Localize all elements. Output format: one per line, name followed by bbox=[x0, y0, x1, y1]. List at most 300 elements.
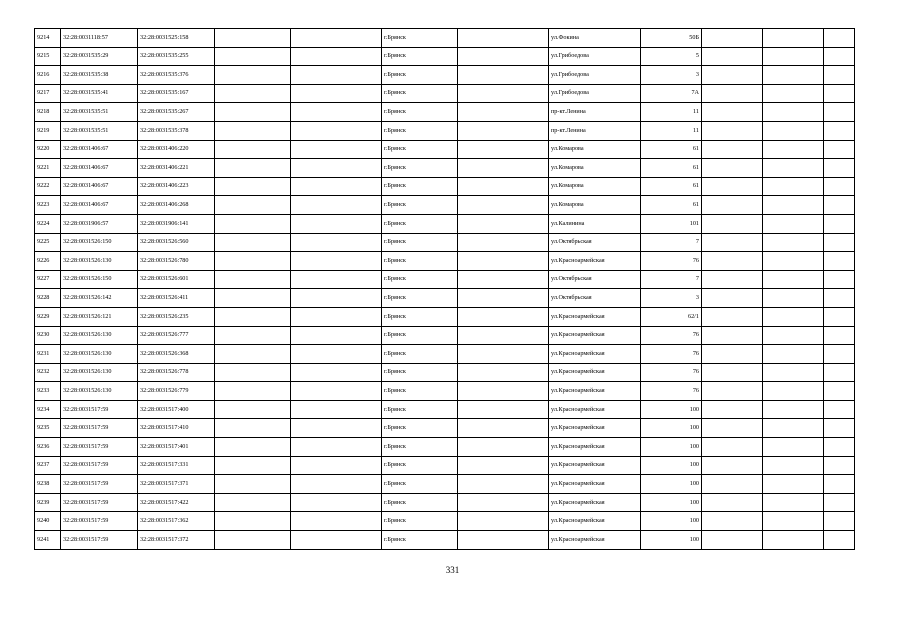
empty-cell bbox=[458, 252, 549, 271]
table-row bbox=[35, 419, 855, 438]
street-cell: ул.Красноармейская bbox=[549, 438, 641, 457]
empty-cell bbox=[215, 233, 291, 252]
empty-cell bbox=[824, 382, 855, 401]
object-cadastral-number-cell: 32:28:0031526:779 bbox=[138, 382, 215, 401]
empty-cell bbox=[215, 456, 291, 475]
city-cell: г.Брянск bbox=[382, 252, 458, 271]
land-cadastral-number-cell: 32:28:0031535:51 bbox=[61, 121, 138, 140]
object-cadastral-number-cell: 32:28:0031535:267 bbox=[138, 103, 215, 122]
house-number-cell: 62/1 bbox=[641, 307, 702, 326]
house-number-cell: 11 bbox=[641, 121, 702, 140]
empty-cell bbox=[458, 84, 549, 103]
object-cadastral-number-cell: 32:28:0031517:331 bbox=[138, 456, 215, 475]
empty-cell bbox=[458, 326, 549, 345]
house-number-cell: 61 bbox=[641, 196, 702, 215]
empty-cell bbox=[458, 456, 549, 475]
row-number-cell: 9238 bbox=[35, 475, 61, 494]
row-number-cell: 9235 bbox=[35, 419, 61, 438]
street-cell: пр-кт.Ленина bbox=[549, 121, 641, 140]
house-number-cell: 100 bbox=[641, 512, 702, 531]
empty-cell bbox=[458, 531, 549, 550]
empty-cell bbox=[824, 252, 855, 271]
object-cadastral-number-cell: 32:28:0031525:158 bbox=[138, 29, 215, 48]
land-cadastral-number-cell: 32:28:0031535:29 bbox=[61, 47, 138, 66]
empty-cell bbox=[824, 456, 855, 475]
empty-cell bbox=[215, 326, 291, 345]
street-cell: ул.Красноармейская bbox=[549, 475, 641, 494]
empty-cell bbox=[215, 159, 291, 178]
empty-cell bbox=[458, 103, 549, 122]
empty-cell bbox=[291, 233, 382, 252]
empty-cell bbox=[458, 419, 549, 438]
street-cell: ул.Красноармейская bbox=[549, 456, 641, 475]
city-cell: г.Брянск bbox=[382, 363, 458, 382]
house-number-cell: 61 bbox=[641, 177, 702, 196]
empty-cell bbox=[702, 233, 763, 252]
house-number-cell: 76 bbox=[641, 326, 702, 345]
land-cadastral-number-cell: 32:28:0031517:59 bbox=[61, 493, 138, 512]
row-number-cell: 9218 bbox=[35, 103, 61, 122]
city-cell: г.Брянск bbox=[382, 270, 458, 289]
empty-cell bbox=[215, 121, 291, 140]
empty-cell bbox=[824, 493, 855, 512]
empty-cell bbox=[215, 47, 291, 66]
empty-cell bbox=[458, 47, 549, 66]
empty-cell bbox=[215, 438, 291, 457]
city-cell: г.Брянск bbox=[382, 326, 458, 345]
object-cadastral-number-cell: 32:28:0031406:221 bbox=[138, 159, 215, 178]
table-row bbox=[35, 382, 855, 401]
empty-cell bbox=[763, 29, 824, 48]
empty-cell bbox=[763, 307, 824, 326]
empty-cell bbox=[291, 456, 382, 475]
row-number-cell: 9223 bbox=[35, 196, 61, 215]
empty-cell bbox=[824, 512, 855, 531]
empty-cell bbox=[702, 456, 763, 475]
city-cell: г.Брянск bbox=[382, 66, 458, 85]
row-number-cell: 9214 bbox=[35, 29, 61, 48]
empty-cell bbox=[702, 29, 763, 48]
object-cadastral-number-cell: 32:28:0031526:601 bbox=[138, 270, 215, 289]
street-cell: ул.Грибоедова bbox=[549, 84, 641, 103]
street-cell: ул.Красноармейская bbox=[549, 512, 641, 531]
land-cadastral-number-cell: 32:28:0031517:59 bbox=[61, 531, 138, 550]
object-cadastral-number-cell: 32:28:0031517:372 bbox=[138, 531, 215, 550]
street-cell: ул.Комарова bbox=[549, 140, 641, 159]
land-cadastral-number-cell: 32:28:0031535:51 bbox=[61, 103, 138, 122]
house-number-cell: 7А bbox=[641, 84, 702, 103]
street-cell: ул.Октябрьская bbox=[549, 270, 641, 289]
empty-cell bbox=[824, 531, 855, 550]
empty-cell bbox=[702, 66, 763, 85]
empty-cell bbox=[824, 363, 855, 382]
empty-cell bbox=[458, 233, 549, 252]
empty-cell bbox=[291, 121, 382, 140]
city-cell: г.Брянск bbox=[382, 196, 458, 215]
empty-cell bbox=[824, 196, 855, 215]
empty-cell bbox=[215, 345, 291, 364]
empty-cell bbox=[763, 47, 824, 66]
object-cadastral-number-cell: 32:28:0031526:368 bbox=[138, 345, 215, 364]
object-cadastral-number-cell: 32:28:0031526:778 bbox=[138, 363, 215, 382]
street-cell: ул.Калинина bbox=[549, 214, 641, 233]
empty-cell bbox=[291, 159, 382, 178]
table-row bbox=[35, 140, 855, 159]
page-number: 331 bbox=[445, 565, 460, 575]
house-number-cell: 76 bbox=[641, 345, 702, 364]
city-cell: г.Брянск bbox=[382, 29, 458, 48]
house-number-cell: 50Б bbox=[641, 29, 702, 48]
city-cell: г.Брянск bbox=[382, 84, 458, 103]
table-row bbox=[35, 47, 855, 66]
land-cadastral-number-cell: 32:28:0031526:130 bbox=[61, 382, 138, 401]
street-cell: ул.Комарова bbox=[549, 177, 641, 196]
row-number-cell: 9226 bbox=[35, 252, 61, 271]
empty-cell bbox=[458, 66, 549, 85]
table-row bbox=[35, 29, 855, 48]
empty-cell bbox=[763, 475, 824, 494]
object-cadastral-number-cell: 32:28:0031517:401 bbox=[138, 438, 215, 457]
empty-cell bbox=[702, 400, 763, 419]
row-number-cell: 9239 bbox=[35, 493, 61, 512]
empty-cell bbox=[702, 345, 763, 364]
table-row bbox=[35, 270, 855, 289]
street-cell: ул.Красноармейская bbox=[549, 400, 641, 419]
city-cell: г.Брянск bbox=[382, 382, 458, 401]
empty-cell bbox=[702, 84, 763, 103]
empty-cell bbox=[702, 531, 763, 550]
empty-cell bbox=[215, 512, 291, 531]
empty-cell bbox=[291, 531, 382, 550]
empty-cell bbox=[291, 214, 382, 233]
house-number-cell: 5 bbox=[641, 47, 702, 66]
house-number-cell: 100 bbox=[641, 400, 702, 419]
table-row bbox=[35, 121, 855, 140]
land-cadastral-number-cell: 32:28:0031535:38 bbox=[61, 66, 138, 85]
empty-cell bbox=[458, 345, 549, 364]
empty-cell bbox=[702, 177, 763, 196]
empty-cell bbox=[458, 307, 549, 326]
object-cadastral-number-cell: 32:28:0031406:223 bbox=[138, 177, 215, 196]
land-cadastral-number-cell: 32:28:0031517:59 bbox=[61, 512, 138, 531]
row-number-cell: 9229 bbox=[35, 307, 61, 326]
empty-cell bbox=[215, 531, 291, 550]
street-cell: ул.Красноармейская bbox=[549, 307, 641, 326]
registry-table bbox=[34, 28, 855, 550]
street-cell: ул.Красноармейская bbox=[549, 345, 641, 364]
empty-cell bbox=[763, 140, 824, 159]
table-row bbox=[35, 196, 855, 215]
object-cadastral-number-cell: 32:28:0031517:410 bbox=[138, 419, 215, 438]
row-number-cell: 9217 bbox=[35, 84, 61, 103]
empty-cell bbox=[215, 196, 291, 215]
table-row bbox=[35, 363, 855, 382]
empty-cell bbox=[458, 493, 549, 512]
empty-cell bbox=[763, 382, 824, 401]
city-cell: г.Брянск bbox=[382, 456, 458, 475]
empty-cell bbox=[291, 29, 382, 48]
empty-cell bbox=[763, 419, 824, 438]
empty-cell bbox=[702, 252, 763, 271]
empty-cell bbox=[763, 270, 824, 289]
empty-cell bbox=[291, 438, 382, 457]
row-number-cell: 9219 bbox=[35, 121, 61, 140]
empty-cell bbox=[702, 419, 763, 438]
empty-cell bbox=[215, 475, 291, 494]
street-cell: ул.Красноармейская bbox=[549, 326, 641, 345]
empty-cell bbox=[291, 289, 382, 308]
row-number-cell: 9236 bbox=[35, 438, 61, 457]
table-row bbox=[35, 307, 855, 326]
empty-cell bbox=[824, 140, 855, 159]
table-row bbox=[35, 475, 855, 494]
house-number-cell: 7 bbox=[641, 270, 702, 289]
empty-cell bbox=[763, 103, 824, 122]
row-number-cell: 9237 bbox=[35, 456, 61, 475]
table-row bbox=[35, 512, 855, 531]
row-number-cell: 9224 bbox=[35, 214, 61, 233]
land-cadastral-number-cell: 32:28:0031406:67 bbox=[61, 159, 138, 178]
table-row bbox=[35, 456, 855, 475]
street-cell: ул.Октябрьская bbox=[549, 289, 641, 308]
city-cell: г.Брянск bbox=[382, 103, 458, 122]
empty-cell bbox=[702, 270, 763, 289]
empty-cell bbox=[824, 233, 855, 252]
city-cell: г.Брянск bbox=[382, 438, 458, 457]
empty-cell bbox=[824, 475, 855, 494]
object-cadastral-number-cell: 32:28:0031517:400 bbox=[138, 400, 215, 419]
empty-cell bbox=[763, 345, 824, 364]
empty-cell bbox=[291, 382, 382, 401]
house-number-cell: 100 bbox=[641, 438, 702, 457]
table-row bbox=[35, 400, 855, 419]
empty-cell bbox=[291, 475, 382, 494]
object-cadastral-number-cell: 32:28:0031517:422 bbox=[138, 493, 215, 512]
street-cell: ул.Красноармейская bbox=[549, 531, 641, 550]
table-row bbox=[35, 84, 855, 103]
land-cadastral-number-cell: 32:28:0031406:67 bbox=[61, 177, 138, 196]
empty-cell bbox=[458, 270, 549, 289]
empty-cell bbox=[763, 252, 824, 271]
empty-cell bbox=[824, 438, 855, 457]
row-number-cell: 9228 bbox=[35, 289, 61, 308]
empty-cell bbox=[763, 177, 824, 196]
city-cell: г.Брянск bbox=[382, 233, 458, 252]
city-cell: г.Брянск bbox=[382, 159, 458, 178]
empty-cell bbox=[291, 47, 382, 66]
empty-cell bbox=[702, 512, 763, 531]
empty-cell bbox=[215, 29, 291, 48]
empty-cell bbox=[702, 159, 763, 178]
empty-cell bbox=[215, 419, 291, 438]
object-cadastral-number-cell: 32:28:0031406:268 bbox=[138, 196, 215, 215]
land-cadastral-number-cell: 32:28:0031526:130 bbox=[61, 252, 138, 271]
land-cadastral-number-cell: 32:28:0031118:57 bbox=[61, 29, 138, 48]
empty-cell bbox=[824, 307, 855, 326]
empty-cell bbox=[763, 289, 824, 308]
empty-cell bbox=[215, 214, 291, 233]
empty-cell bbox=[215, 252, 291, 271]
empty-cell bbox=[215, 307, 291, 326]
empty-cell bbox=[291, 66, 382, 85]
empty-cell bbox=[763, 66, 824, 85]
empty-cell bbox=[763, 456, 824, 475]
table-row bbox=[35, 345, 855, 364]
empty-cell bbox=[291, 493, 382, 512]
land-cadastral-number-cell: 32:28:0031526:150 bbox=[61, 233, 138, 252]
empty-cell bbox=[215, 103, 291, 122]
street-cell: ул.Грибоедова bbox=[549, 66, 641, 85]
empty-cell bbox=[215, 66, 291, 85]
empty-cell bbox=[824, 326, 855, 345]
house-number-cell: 11 bbox=[641, 103, 702, 122]
city-cell: г.Брянск bbox=[382, 177, 458, 196]
registry-table-body bbox=[35, 29, 855, 550]
empty-cell bbox=[458, 159, 549, 178]
house-number-cell: 76 bbox=[641, 252, 702, 271]
empty-cell bbox=[702, 307, 763, 326]
row-number-cell: 9230 bbox=[35, 326, 61, 345]
land-cadastral-number-cell: 32:28:0031526:130 bbox=[61, 326, 138, 345]
city-cell: г.Брянск bbox=[382, 214, 458, 233]
empty-cell bbox=[824, 345, 855, 364]
empty-cell bbox=[824, 214, 855, 233]
object-cadastral-number-cell: 32:28:0031517:362 bbox=[138, 512, 215, 531]
city-cell: г.Брянск bbox=[382, 345, 458, 364]
empty-cell bbox=[458, 475, 549, 494]
land-cadastral-number-cell: 32:28:0031406:67 bbox=[61, 140, 138, 159]
city-cell: г.Брянск bbox=[382, 419, 458, 438]
empty-cell bbox=[702, 47, 763, 66]
house-number-cell: 3 bbox=[641, 289, 702, 308]
empty-cell bbox=[763, 84, 824, 103]
land-cadastral-number-cell: 32:28:0031517:59 bbox=[61, 456, 138, 475]
empty-cell bbox=[763, 121, 824, 140]
row-number-cell: 9233 bbox=[35, 382, 61, 401]
table-row bbox=[35, 438, 855, 457]
street-cell: ул.Красноармейская bbox=[549, 419, 641, 438]
row-number-cell: 9232 bbox=[35, 363, 61, 382]
empty-cell bbox=[458, 400, 549, 419]
land-cadastral-number-cell: 32:28:0031526:150 bbox=[61, 270, 138, 289]
empty-cell bbox=[702, 493, 763, 512]
house-number-cell: 7 bbox=[641, 233, 702, 252]
row-number-cell: 9234 bbox=[35, 400, 61, 419]
street-cell: ул.Фокина bbox=[549, 29, 641, 48]
empty-cell bbox=[458, 177, 549, 196]
row-number-cell: 9220 bbox=[35, 140, 61, 159]
empty-cell bbox=[458, 196, 549, 215]
row-number-cell: 9227 bbox=[35, 270, 61, 289]
empty-cell bbox=[215, 400, 291, 419]
street-cell: ул.Красноармейская bbox=[549, 493, 641, 512]
house-number-cell: 100 bbox=[641, 493, 702, 512]
empty-cell bbox=[702, 326, 763, 345]
empty-cell bbox=[763, 233, 824, 252]
city-cell: г.Брянск bbox=[382, 121, 458, 140]
empty-cell bbox=[215, 177, 291, 196]
city-cell: г.Брянск bbox=[382, 531, 458, 550]
object-cadastral-number-cell: 32:28:0031535:255 bbox=[138, 47, 215, 66]
empty-cell bbox=[458, 29, 549, 48]
city-cell: г.Брянск bbox=[382, 307, 458, 326]
empty-cell bbox=[763, 438, 824, 457]
empty-cell bbox=[763, 512, 824, 531]
empty-cell bbox=[702, 121, 763, 140]
city-cell: г.Брянск bbox=[382, 475, 458, 494]
city-cell: г.Брянск bbox=[382, 140, 458, 159]
empty-cell bbox=[763, 400, 824, 419]
empty-cell bbox=[215, 270, 291, 289]
empty-cell bbox=[458, 121, 549, 140]
empty-cell bbox=[824, 289, 855, 308]
house-number-cell: 100 bbox=[641, 419, 702, 438]
empty-cell bbox=[291, 140, 382, 159]
object-cadastral-number-cell: 32:28:0031526:411 bbox=[138, 289, 215, 308]
object-cadastral-number-cell: 32:28:0031526:560 bbox=[138, 233, 215, 252]
empty-cell bbox=[458, 438, 549, 457]
row-number-cell: 9241 bbox=[35, 531, 61, 550]
empty-cell bbox=[215, 289, 291, 308]
empty-cell bbox=[291, 512, 382, 531]
land-cadastral-number-cell: 32:28:0031906:57 bbox=[61, 214, 138, 233]
empty-cell bbox=[215, 140, 291, 159]
object-cadastral-number-cell: 32:28:0031535:378 bbox=[138, 121, 215, 140]
empty-cell bbox=[458, 363, 549, 382]
street-cell: ул.Комарова bbox=[549, 159, 641, 178]
land-cadastral-number-cell: 32:28:0031517:59 bbox=[61, 475, 138, 494]
empty-cell bbox=[291, 419, 382, 438]
empty-cell bbox=[763, 363, 824, 382]
land-cadastral-number-cell: 32:28:0031526:142 bbox=[61, 289, 138, 308]
house-number-cell: 61 bbox=[641, 159, 702, 178]
empty-cell bbox=[291, 196, 382, 215]
object-cadastral-number-cell: 32:28:0031535:167 bbox=[138, 84, 215, 103]
empty-cell bbox=[458, 214, 549, 233]
empty-cell bbox=[702, 382, 763, 401]
empty-cell bbox=[291, 252, 382, 271]
empty-cell bbox=[824, 47, 855, 66]
row-number-cell: 9215 bbox=[35, 47, 61, 66]
empty-cell bbox=[824, 400, 855, 419]
row-number-cell: 9240 bbox=[35, 512, 61, 531]
empty-cell bbox=[458, 382, 549, 401]
empty-cell bbox=[702, 103, 763, 122]
table-row bbox=[35, 493, 855, 512]
table-row bbox=[35, 66, 855, 85]
empty-cell bbox=[824, 121, 855, 140]
empty-cell bbox=[702, 363, 763, 382]
empty-cell bbox=[458, 289, 549, 308]
land-cadastral-number-cell: 32:28:0031517:59 bbox=[61, 438, 138, 457]
table-row bbox=[35, 177, 855, 196]
house-number-cell: 3 bbox=[641, 66, 702, 85]
object-cadastral-number-cell: 32:28:0031517:371 bbox=[138, 475, 215, 494]
empty-cell bbox=[215, 84, 291, 103]
object-cadastral-number-cell: 32:28:0031535:376 bbox=[138, 66, 215, 85]
row-number-cell: 9225 bbox=[35, 233, 61, 252]
empty-cell bbox=[291, 103, 382, 122]
empty-cell bbox=[702, 475, 763, 494]
empty-cell bbox=[215, 493, 291, 512]
empty-cell bbox=[763, 531, 824, 550]
house-number-cell: 76 bbox=[641, 382, 702, 401]
city-cell: г.Брянск bbox=[382, 493, 458, 512]
land-cadastral-number-cell: 32:28:0031406:67 bbox=[61, 196, 138, 215]
table-row bbox=[35, 233, 855, 252]
empty-cell bbox=[291, 363, 382, 382]
object-cadastral-number-cell: 32:28:0031406:220 bbox=[138, 140, 215, 159]
